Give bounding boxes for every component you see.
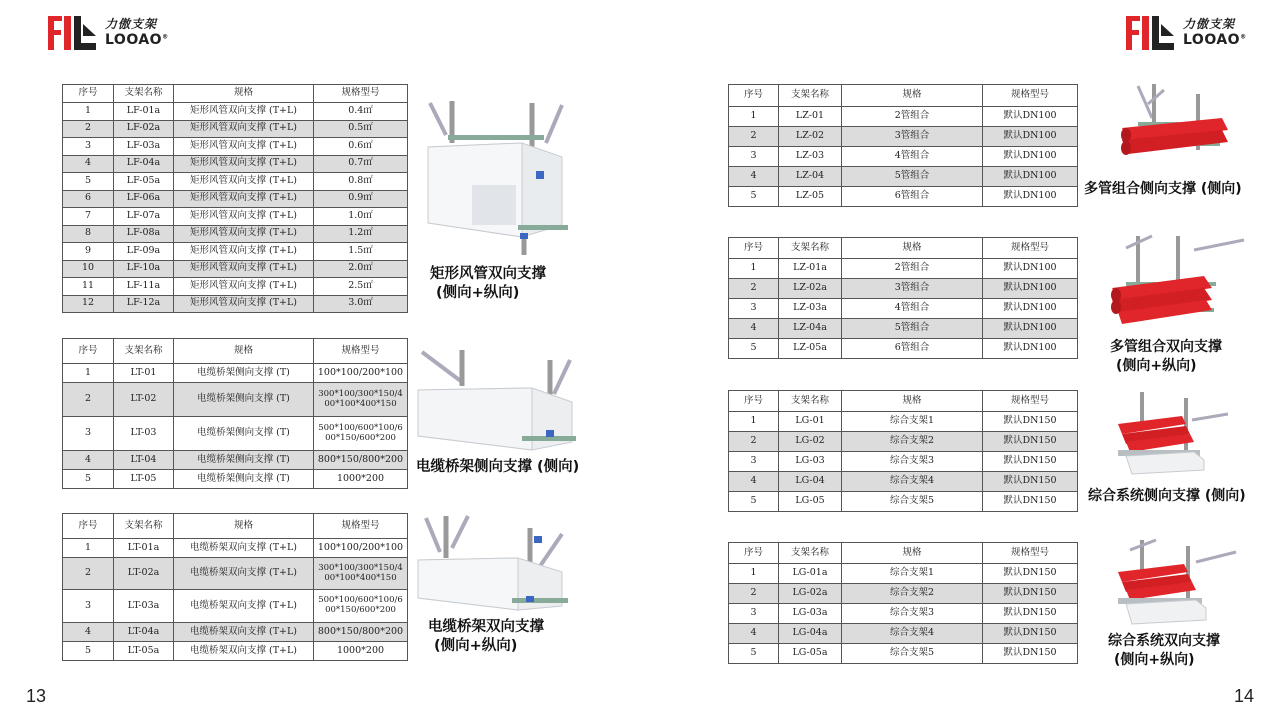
cell-model: 100*100/200*100 — [314, 539, 408, 558]
table-row — [63, 558, 408, 590]
cell-no: 4 — [729, 319, 779, 339]
header-model: 规格型号 — [983, 391, 1078, 412]
cell-model: 100*100/200*100 — [314, 364, 408, 383]
cell-no: 4 — [63, 155, 114, 173]
cell-no: 5 — [63, 173, 114, 191]
cell-name: LF-03a — [114, 138, 174, 156]
cell-model: 300*100/300*150/4 00*100*400*150 — [314, 383, 408, 417]
cell-name: LG-01 — [779, 412, 842, 432]
cell-model: 默认DN150 — [983, 604, 1078, 624]
cell-no: 3 — [729, 604, 779, 624]
cell-spec: 电缆桥架双向支撑 (T+L) — [174, 623, 314, 642]
cell-spec: 3管组合 — [842, 127, 983, 147]
table-row — [729, 279, 1078, 299]
cell-spec: 矩形风管双向支撑 (T+L) — [174, 225, 314, 243]
cell-spec: 综合支架4 — [842, 472, 983, 492]
table-row — [63, 190, 408, 208]
cell-no: 5 — [729, 492, 779, 512]
cell-model: 300*100/300*150/4 00*100*400*150 — [314, 558, 408, 590]
cell-spec: 综合支架5 — [842, 644, 983, 664]
cell-no: 5 — [63, 642, 114, 661]
brand-name-en: LOOAO — [1183, 31, 1241, 48]
table-row — [729, 564, 1078, 584]
caption-lt-title: 电缆桥架侧向支撑 (侧向) — [416, 459, 580, 475]
cell-model: 800*150/800*200 — [314, 623, 408, 642]
cell-name: LF-04a — [114, 155, 174, 173]
cell-spec: 综合支架2 — [842, 432, 983, 452]
cell-spec: 电缆桥架双向支撑 (T+L) — [174, 558, 314, 590]
looao-logo-mark-icon — [1122, 12, 1180, 52]
cell-no: 3 — [63, 590, 114, 623]
cell-no: 1 — [729, 564, 779, 584]
header-name: 支架名称 — [779, 85, 842, 107]
cell-no: 7 — [63, 208, 114, 226]
header-spec: 规格 — [842, 85, 983, 107]
cell-no: 2 — [63, 558, 114, 590]
caption-lf-subtitle: (侧向+纵向) — [436, 285, 520, 301]
cell-name: LG-04a — [779, 624, 842, 644]
table-lg — [728, 390, 1078, 512]
cell-name: LF-08a — [114, 225, 174, 243]
header-no: 序号 — [63, 514, 114, 539]
cell-model: 500*100/600*100/6 00*150/600*200 — [314, 590, 408, 623]
caption-lga-title: 综合系统双向支撑 — [1108, 633, 1220, 649]
table-row — [729, 259, 1078, 279]
table-row — [63, 173, 408, 191]
cell-model: 1.0㎡ — [314, 208, 408, 226]
table-row — [729, 167, 1078, 187]
caption-lza-title: 多管组合双向支撑 — [1110, 339, 1222, 355]
cell-spec: 3管组合 — [842, 279, 983, 299]
table-row — [63, 138, 408, 156]
caption-lz — [1084, 180, 1242, 199]
cell-model: 默认DN150 — [983, 412, 1078, 432]
cell-no: 10 — [63, 260, 114, 278]
table-lf — [62, 84, 408, 313]
header-no: 序号 — [63, 85, 114, 103]
table-row — [63, 120, 408, 138]
table-row — [729, 412, 1078, 432]
cable-tray-double-image — [412, 512, 584, 612]
cell-name: LF-10a — [114, 260, 174, 278]
cell-spec: 矩形风管双向支撑 (T+L) — [174, 260, 314, 278]
cell-model: 默认DN150 — [983, 644, 1078, 664]
table-lga — [728, 542, 1078, 664]
brand-name-cn: 力傲支架 — [105, 16, 158, 31]
cell-spec: 电缆桥架双向支撑 (T+L) — [174, 642, 314, 661]
header-spec: 规格 — [842, 238, 983, 259]
table-row — [729, 432, 1078, 452]
table-lza — [728, 237, 1078, 359]
table-row — [729, 187, 1078, 207]
table-row — [63, 260, 408, 278]
cell-spec: 2管组合 — [842, 107, 983, 127]
cell-spec: 电缆桥架侧向支撑 (T) — [174, 417, 314, 451]
cell-no: 2 — [729, 432, 779, 452]
cell-name: LG-03a — [779, 604, 842, 624]
cell-model: 1000*200 — [314, 470, 408, 489]
header-no: 序号 — [729, 543, 779, 564]
table-row — [729, 147, 1078, 167]
page-number-right: 14 — [1234, 686, 1255, 706]
brand-name-cn: 力傲支架 — [1183, 16, 1236, 31]
cell-name: LF-11a — [114, 278, 174, 296]
header-model: 规格型号 — [983, 238, 1078, 259]
caption-lz-title: 多管组合侧向支撑 (侧向) — [1084, 181, 1242, 197]
header-spec: 规格 — [842, 391, 983, 412]
cell-no: 5 — [729, 187, 779, 207]
cell-model: 0.6㎡ — [314, 138, 408, 156]
cell-no: 6 — [63, 190, 114, 208]
table-lz — [728, 84, 1078, 207]
header-spec: 规格 — [174, 514, 314, 539]
table-row — [729, 107, 1078, 127]
cell-model: 2.5㎡ — [314, 278, 408, 296]
cell-name: LT-03 — [114, 417, 174, 451]
table-row — [63, 243, 408, 261]
cell-no: 2 — [729, 584, 779, 604]
table-row — [63, 208, 408, 226]
table-row — [63, 539, 408, 558]
header-spec: 规格 — [842, 543, 983, 564]
cell-no: 1 — [63, 103, 114, 121]
cell-no: 5 — [729, 644, 779, 664]
cell-no: 4 — [729, 624, 779, 644]
table-row — [63, 417, 408, 451]
cell-name: LF-09a — [114, 243, 174, 261]
cell-name: LF-02a — [114, 120, 174, 138]
cell-no: 2 — [729, 127, 779, 147]
header-spec: 规格 — [174, 339, 314, 364]
caption-lta-title: 电缆桥架双向支撑 — [428, 619, 544, 635]
cell-no: 5 — [63, 470, 114, 489]
duct-support-image — [412, 95, 584, 260]
cell-name: LZ-04 — [779, 167, 842, 187]
cell-spec: 电缆桥架侧向支撑 (T) — [174, 451, 314, 470]
caption-lga-subtitle: (侧向+纵向) — [1114, 652, 1195, 668]
cell-no: 12 — [63, 295, 114, 313]
cell-model: 3.0㎡ — [314, 295, 408, 313]
cell-no: 1 — [729, 412, 779, 432]
cell-model: 默认DN100 — [983, 167, 1078, 187]
cell-spec: 矩形风管双向支撑 (T+L) — [174, 208, 314, 226]
cell-model: 默认DN150 — [983, 492, 1078, 512]
table-row — [729, 492, 1078, 512]
cell-name: LF-07a — [114, 208, 174, 226]
table-row — [729, 624, 1078, 644]
cell-name: LG-04 — [779, 472, 842, 492]
caption-lta — [428, 618, 544, 656]
cell-no: 3 — [729, 452, 779, 472]
registered-mark: ® — [1240, 32, 1247, 40]
cell-spec: 综合支架1 — [842, 412, 983, 432]
cell-spec: 矩形风管双向支撑 (T+L) — [174, 295, 314, 313]
cell-spec: 电缆桥架双向支撑 (T+L) — [174, 590, 314, 623]
cell-spec: 综合支架2 — [842, 584, 983, 604]
cell-spec: 2管组合 — [842, 259, 983, 279]
table-row — [729, 339, 1078, 359]
cable-tray-lateral-image — [412, 346, 584, 458]
cell-model: 默认DN150 — [983, 432, 1078, 452]
table-row — [63, 278, 408, 296]
header-spec: 规格 — [174, 85, 314, 103]
cell-name: LZ-03a — [779, 299, 842, 319]
cell-name: LG-05a — [779, 644, 842, 664]
table-row — [63, 295, 408, 313]
cell-name: LZ-01 — [779, 107, 842, 127]
table-row — [63, 451, 408, 470]
caption-lt — [416, 458, 579, 477]
cell-model: 默认DN100 — [983, 299, 1078, 319]
cell-no: 3 — [63, 417, 114, 451]
cell-name: LG-02a — [779, 584, 842, 604]
header-name: 支架名称 — [114, 514, 174, 539]
cell-model: 默认DN100 — [983, 107, 1078, 127]
cell-no: 3 — [63, 138, 114, 156]
header-model: 规格型号 — [314, 339, 408, 364]
header-name: 支架名称 — [114, 339, 174, 364]
cell-model: 0.8㎡ — [314, 173, 408, 191]
table-row — [729, 452, 1078, 472]
cell-name: LT-05 — [114, 470, 174, 489]
cell-spec: 综合支架4 — [842, 624, 983, 644]
table-row — [63, 642, 408, 661]
table-row — [63, 225, 408, 243]
caption-lta-subtitle: (侧向+纵向) — [434, 638, 518, 654]
caption-lg — [1088, 487, 1246, 506]
cell-no: 3 — [729, 299, 779, 319]
cell-no: 9 — [63, 243, 114, 261]
cell-model: 500*100/600*100/6 00*150/600*200 — [314, 417, 408, 451]
table-row — [729, 644, 1078, 664]
page-number-left: 13 — [26, 686, 47, 706]
cell-spec: 矩形风管双向支撑 (T+L) — [174, 278, 314, 296]
cell-spec: 电缆桥架侧向支撑 (T) — [174, 470, 314, 489]
cell-no: 2 — [63, 120, 114, 138]
table-lta — [62, 513, 408, 661]
cell-spec: 4管组合 — [842, 299, 983, 319]
cell-model: 默认DN100 — [983, 187, 1078, 207]
table-row — [63, 103, 408, 121]
brand-logo-left — [44, 12, 169, 52]
cell-spec: 矩形风管双向支撑 (T+L) — [174, 173, 314, 191]
cell-model: 1.2㎡ — [314, 225, 408, 243]
cell-spec: 5管组合 — [842, 167, 983, 187]
table-row — [729, 604, 1078, 624]
cell-model: 0.5㎡ — [314, 120, 408, 138]
cell-name: LG-05 — [779, 492, 842, 512]
cell-name: LT-02 — [114, 383, 174, 417]
caption-lf-title: 矩形风管双向支撑 — [430, 266, 546, 282]
cell-spec: 6管组合 — [842, 339, 983, 359]
cell-model: 默认DN150 — [983, 584, 1078, 604]
cell-spec: 6管组合 — [842, 187, 983, 207]
cell-no: 1 — [63, 364, 114, 383]
cell-model: 默认DN150 — [983, 452, 1078, 472]
header-name: 支架名称 — [114, 85, 174, 103]
table-row — [729, 472, 1078, 492]
cell-model: 默认DN150 — [983, 564, 1078, 584]
cell-model: 2.0㎡ — [314, 260, 408, 278]
cell-model: 默认DN150 — [983, 624, 1078, 644]
cell-spec: 综合支架1 — [842, 564, 983, 584]
cell-spec: 5管组合 — [842, 319, 983, 339]
cell-name: LG-03 — [779, 452, 842, 472]
cell-name: LF-06a — [114, 190, 174, 208]
brand-name-en: LOOAO — [105, 31, 163, 48]
cell-name: LT-01a — [114, 539, 174, 558]
cell-model: 1.5㎡ — [314, 243, 408, 261]
cell-model: 默认DN100 — [983, 279, 1078, 299]
cell-spec: 矩形风管双向支撑 (T+L) — [174, 243, 314, 261]
cell-model: 800*150/800*200 — [314, 451, 408, 470]
cell-spec: 综合支架3 — [842, 452, 983, 472]
cell-name: LG-02 — [779, 432, 842, 452]
cell-name: LZ-05 — [779, 187, 842, 207]
caption-lga — [1108, 632, 1220, 670]
cell-name: LT-04 — [114, 451, 174, 470]
cell-name: LT-04a — [114, 623, 174, 642]
cell-name: LZ-04a — [779, 319, 842, 339]
header-no: 序号 — [729, 238, 779, 259]
table-row — [63, 470, 408, 489]
cell-no: 11 — [63, 278, 114, 296]
table-row — [63, 364, 408, 383]
caption-lf — [430, 265, 546, 303]
header-no: 序号 — [729, 391, 779, 412]
cell-no: 2 — [63, 383, 114, 417]
header-no: 序号 — [63, 339, 114, 364]
cell-name: LT-01 — [114, 364, 174, 383]
table-row — [729, 299, 1078, 319]
cell-spec: 矩形风管双向支撑 (T+L) — [174, 103, 314, 121]
cell-name: LT-05a — [114, 642, 174, 661]
cell-spec: 综合支架3 — [842, 604, 983, 624]
table-row — [729, 127, 1078, 147]
multi-pipe-double-image — [1108, 234, 1248, 334]
cell-no: 4 — [63, 451, 114, 470]
cell-spec: 矩形风管双向支撑 (T+L) — [174, 155, 314, 173]
cell-model: 默认DN100 — [983, 259, 1078, 279]
table-lt — [62, 338, 408, 489]
cell-no: 1 — [63, 539, 114, 558]
cell-no: 8 — [63, 225, 114, 243]
cell-model: 0.9㎡ — [314, 190, 408, 208]
cell-spec: 矩形风管双向支撑 (T+L) — [174, 138, 314, 156]
cell-spec: 电缆桥架侧向支撑 (T) — [174, 383, 314, 417]
header-name: 支架名称 — [779, 238, 842, 259]
cell-model: 默认DN100 — [983, 339, 1078, 359]
table-row — [63, 590, 408, 623]
header-name: 支架名称 — [779, 543, 842, 564]
cell-name: LF-01a — [114, 103, 174, 121]
header-name: 支架名称 — [779, 391, 842, 412]
cell-model: 默认DN100 — [983, 147, 1078, 167]
cell-no: 2 — [729, 279, 779, 299]
table-row — [729, 584, 1078, 604]
cell-model: 默认DN100 — [983, 319, 1078, 339]
cell-no: 4 — [729, 167, 779, 187]
cell-name: LF-05a — [114, 173, 174, 191]
cell-spec: 矩形风管双向支撑 (T+L) — [174, 190, 314, 208]
looao-logo-mark-icon — [44, 12, 102, 52]
header-model: 规格型号 — [983, 85, 1078, 107]
header-no: 序号 — [729, 85, 779, 107]
table-row — [63, 155, 408, 173]
integrated-double-image — [1112, 538, 1242, 628]
cell-no: 3 — [729, 147, 779, 167]
cell-spec: 矩形风管双向支撑 (T+L) — [174, 120, 314, 138]
cell-name: LT-02a — [114, 558, 174, 590]
cell-model: 1000*200 — [314, 642, 408, 661]
cell-name: LZ-02 — [779, 127, 842, 147]
integrated-lateral-image — [1112, 390, 1238, 480]
cell-name: LZ-03 — [779, 147, 842, 167]
table-row — [63, 623, 408, 642]
cell-name: LZ-02a — [779, 279, 842, 299]
cell-name: LZ-01a — [779, 259, 842, 279]
caption-lg-title: 综合系统侧向支撑 (侧向) — [1088, 488, 1246, 504]
header-model: 规格型号 — [314, 85, 408, 103]
cell-no: 1 — [729, 259, 779, 279]
cell-spec: 电缆桥架侧向支撑 (T) — [174, 364, 314, 383]
cell-name: LT-03a — [114, 590, 174, 623]
cell-spec: 电缆桥架双向支撑 (T+L) — [174, 539, 314, 558]
cell-model: 默认DN100 — [983, 127, 1078, 147]
cell-name: LF-12a — [114, 295, 174, 313]
brand-logo-right — [1122, 12, 1247, 52]
cell-name: LZ-05a — [779, 339, 842, 359]
cell-no: 1 — [729, 107, 779, 127]
table-row — [729, 319, 1078, 339]
table-row — [63, 383, 408, 417]
cell-no: 5 — [729, 339, 779, 359]
caption-lza-subtitle: (侧向+纵向) — [1116, 358, 1197, 374]
header-model: 规格型号 — [314, 514, 408, 539]
registered-mark: ® — [162, 32, 169, 40]
header-model: 规格型号 — [983, 543, 1078, 564]
cell-spec: 综合支架5 — [842, 492, 983, 512]
cell-spec: 4管组合 — [842, 147, 983, 167]
cell-name: LG-01a — [779, 564, 842, 584]
multi-pipe-lateral-image — [1118, 84, 1240, 176]
cell-no: 4 — [729, 472, 779, 492]
cell-model: 默认DN150 — [983, 472, 1078, 492]
cell-no: 4 — [63, 623, 114, 642]
cell-model: 0.4㎡ — [314, 103, 408, 121]
caption-lza — [1110, 338, 1222, 376]
cell-model: 0.7㎡ — [314, 155, 408, 173]
